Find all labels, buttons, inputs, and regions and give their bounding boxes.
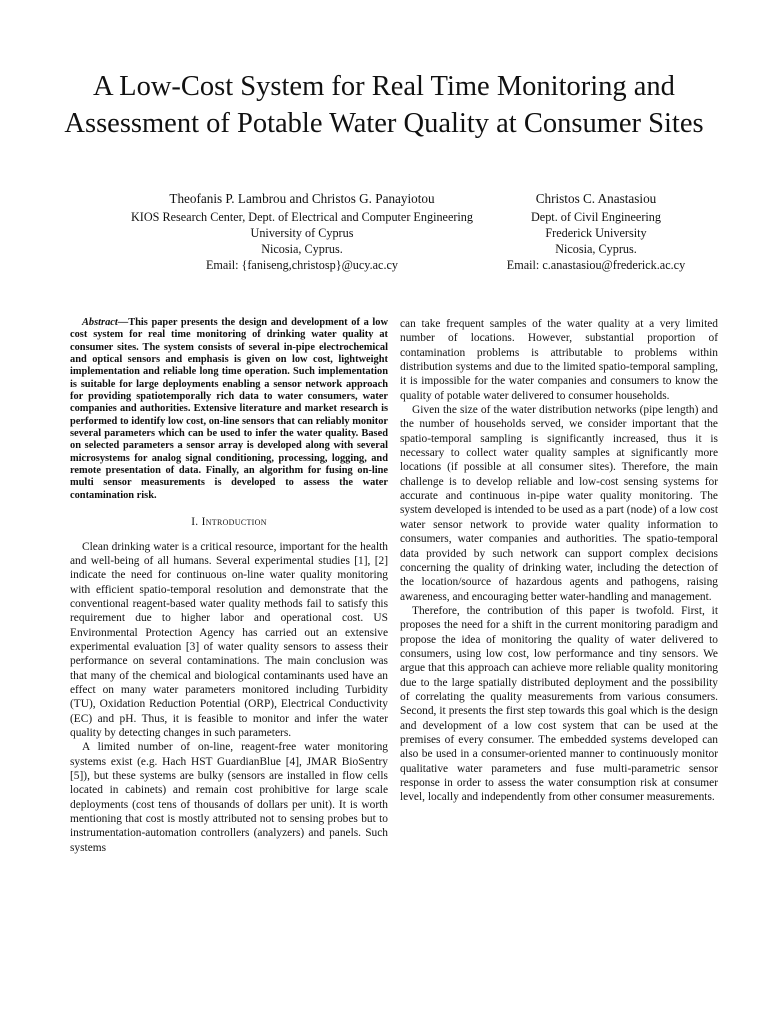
affiliation-line: Nicosia, Cyprus.: [261, 242, 343, 256]
section-title: Introduction: [201, 516, 267, 529]
author-email-left: Email: {faniseng,christosp}@ucy.ac.cy: [205, 258, 399, 272]
body-paragraph: A limited number of on-line, reagent-free water monitoring systems exist (e.g. Hach HST GuardianBlue [4], JMAR BioSentry [5]), but these systems are bulky (sensors are installed in flow cells located in cabinets) and remain cost prohibitive for large scale deployments (cost tens of thousands of dollars per unit). It is worth mentioning that cost is mostly attributed not to sensing probes but to instrumentation-automation controllers (analyzers) and panels. Such systems: [70, 741, 388, 854]
affiliation-line: University of Cyprus: [250, 226, 354, 240]
affiliation-line: Frederick University: [545, 226, 647, 240]
paper-title: A Low-Cost System for Real Time Monitoring and Assessment of Potable Water Quality at Consumer Sites: [64, 71, 704, 139]
section-heading: [70, 515, 388, 529]
abstract-text: This paper presents the design and development of a low cost system for real time monitoring of drinking water quality at consumer sites. The system consists of several in-pipe electrochemical and optical sensors and emphasis is given on low cost, lightweight implementation and reliable long time operation. Such implementation is suitable for large deployments enabling a sensor network approach for providing spatiotemporally rich data to water consumers, water companies and authorities. Extensive literature and market research is performed to identify low cost, on-line sensors that can reliably monitor several parameters which can be used to infer the water quality. Based on selected parameters a sensor array is developed along with several microsystems for analog signal conditioning, processing, logging, and remote presentation of data. Finally, an algorithm for fusing on-line multi sensor measurements is developed to assess the water contamination risk.: [70, 317, 388, 501]
abstract: [70, 317, 388, 502]
body-paragraph: can take frequent samples of the water quality at a very limited number of locations. However, substantial proportion of contamination problems is attributable to problems within distribution systems and due to the limited spatio-temporal sampling, it is impossible for the water companies and consumers to know the quality of potable water delivered to consumer households.: [400, 318, 718, 402]
author-affiliation-left: [82, 190, 522, 273]
affiliation-line: KIOS Research Center, Dept. of Electrical and Computer Engineering: [131, 210, 473, 224]
section-number: I.: [191, 516, 199, 529]
affiliation-line: Nicosia, Cyprus.: [555, 242, 637, 256]
left-column: [70, 317, 388, 855]
author-affiliation-right: [490, 190, 702, 273]
body-paragraph: Clean drinking water is a critical resource, important for the health and well-being of all humans. Several experimental studies [1], [2] indicate the need for continuous on-line water quality monitoring with efficient spatio-temporal resolution and demonstrate that the conventional reagent-based water quality methods fail to satisfy this requirement due to higher labor and operational cost. US Environmental Protection Agency has carried out an extensive experimental evaluation [3] of water quality sensors to assess their performance on several contaminations. The main conclusion was that many of the chemical and biological contaminants used have an effect on many water parameters monitored including Turbidity (TU), Oxidation Reduction Potential (ORP), Electrical Conductivity (EC) and pH. Thus, it is feasible to monitor and infer the water quality by detecting changes in such parameters.: [70, 540, 388, 739]
body-paragraph: Therefore, the contribution of this paper is twofold. First, it proposes the need for a shift in the current monitoring paradigm and propose the idea of monitoring the quality of water delivered to consumers, using low cost, low performance and tiny sensors. We argue that this approach can achieve more reliable quality monitoring due to the large spatially distributed deployment and the possibility of correlating the quality measurements from various consumers. Second, it presents the first step towards this goal which is the design and development of a low cost system that can be used at the premises of every consumer. The embedded systems developed can also be used in a consumer-oriented manner to continuously monitor qualitative water parameters and fuse multi-parametric sensor response in order to assess the water consumption risk at consumer level, locally and independently from other consumer measurements.: [400, 604, 718, 804]
author-email-right: Email: c.anastasiou@frederick.ac.cy: [506, 258, 686, 272]
right-column: [400, 317, 718, 805]
body-paragraph: Given the size of the water distribution networks (pipe length) and the number of households served, we consider important that the spatio-temporal sampling is significantly increased, thus it is necessary to collect water quality samples at significantly more locations (if possible at all consumer sites). Therefore, the main challenge is to develop reliable and low-cost sensing systems for accurate and continuous in-pipe water quality monitoring. The system developed is intended to be used as a part (node) of a low cost water sensor network to provide water quality information to consumers, water companies and authorities. The spatio-temporal data provided by such network can support complex decisions concerning the quality of drinking water, including the detection of the location/source of hazardous agents and pathogens, raising awareness, and encouraging better water-handling and management.: [400, 404, 718, 603]
abstract-lead: Abstract: [82, 317, 118, 328]
author-names-left: Theofanis P. Lambrou and Christos G. Panayiotou: [169, 191, 435, 206]
affiliation-line: Dept. of Civil Engineering: [531, 210, 661, 224]
abstract-separator: —: [117, 317, 129, 328]
author-names-right: Christos C. Anastasiou: [535, 191, 657, 206]
